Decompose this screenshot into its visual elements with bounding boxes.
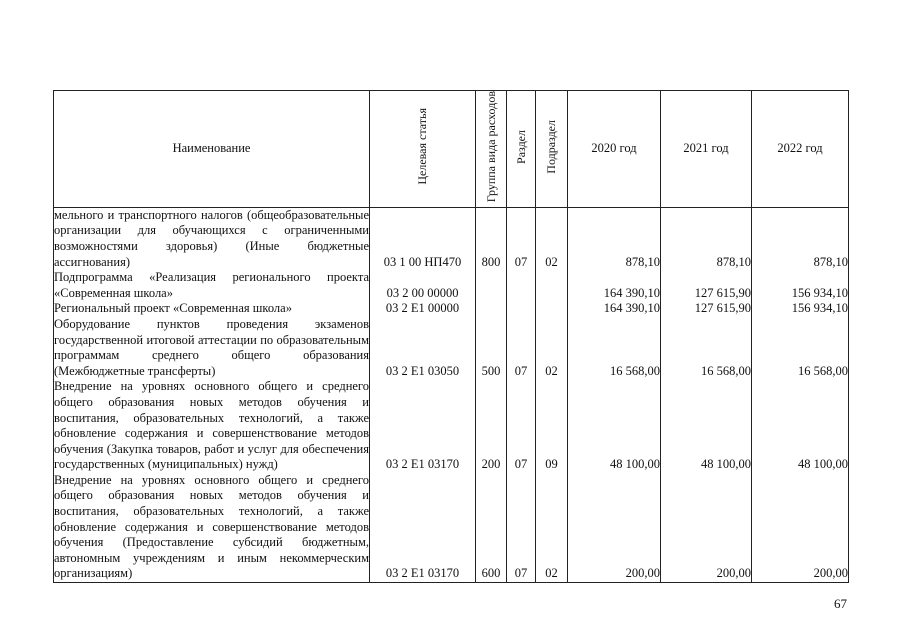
row-target-article: 03 1 00 НП470 xyxy=(370,207,476,270)
row-value-2021: 127 615,90 xyxy=(661,270,752,301)
row-value-2022: 200,00 xyxy=(752,473,849,583)
budget-table xyxy=(53,90,849,583)
row-value-2020: 164 390,10 xyxy=(568,301,661,317)
row-section: 07 xyxy=(507,317,536,379)
header-2021: 2021 год xyxy=(661,91,752,208)
row-name: мельного и транспортного налогов (общеобразовательные организации для обучающихся с ограниченными возможностями здоровья) (Иные бюджетные ассигнования) xyxy=(54,207,369,269)
row-section xyxy=(507,270,536,301)
page-number: 67 xyxy=(834,596,847,611)
row-expense-group xyxy=(476,270,507,301)
row-expense-group: 800 xyxy=(476,207,507,270)
row-value-2020: 16 568,00 xyxy=(568,317,661,379)
row-value-2020: 48 100,00 xyxy=(568,379,661,473)
table-row xyxy=(54,270,849,301)
row-expense-group: 600 xyxy=(476,473,507,583)
row-target-article: 03 2 E1 03170 xyxy=(370,473,476,583)
row-value-2020: 164 390,10 xyxy=(568,270,661,301)
row-subsection: 02 xyxy=(536,317,568,379)
row-target-article: 03 2 E1 03050 xyxy=(370,317,476,379)
header-section: Раздел xyxy=(507,91,536,208)
row-name: Региональный проект «Современная школа» xyxy=(54,301,370,317)
row-section xyxy=(507,301,536,317)
header-2022: 2022 год xyxy=(752,91,849,208)
header-2020: 2020 год xyxy=(568,91,661,208)
row-target-article: 03 2 E1 03170 xyxy=(370,379,476,473)
row-value-2020: 200,00 xyxy=(568,473,661,583)
row-value-2020: 878,10 xyxy=(568,207,661,270)
row-value-2022: 48 100,00 xyxy=(752,379,849,473)
row-subsection: 09 xyxy=(536,379,568,473)
header-name: Наименование xyxy=(54,91,370,208)
row-name: Внедрение на уровнях основного общего и среднего общего образования новых методов обучения и воспитания, образовательных технологий, а также обновление содержания и совершенствование методов обучения (Закупка товаров, работ и услуг для обеспечения государственных (муниципальных) нужд) xyxy=(54,379,369,472)
table-row xyxy=(54,317,849,379)
row-expense-group: 200 xyxy=(476,379,507,473)
row-expense-group: 500 xyxy=(476,317,507,379)
row-target-article: 03 2 E1 00000 xyxy=(370,301,476,317)
row-subsection: 02 xyxy=(536,473,568,583)
row-name: Внедрение на уровнях основного общего и среднего общего образования новых методов обучения и воспитания, образовательных технологий, а также обновление содержания и совершенствование методов обучения (Предоставление субсидий бюджетным, автономным учреждениям и иным некоммерческим организациям) xyxy=(54,473,370,583)
table-row xyxy=(54,473,849,583)
row-value-2021: 48 100,00 xyxy=(661,379,752,473)
row-name: Оборудование пунктов проведения экзаменов государственной итоговой аттестации по образовательным программам среднего общего образования (Межбюджетные трансферты) xyxy=(54,316,369,378)
row-value-2021: 16 568,00 xyxy=(661,317,752,379)
header-target-article: Целевая статья xyxy=(370,91,476,208)
row-subsection: 02 xyxy=(536,207,568,270)
table-row xyxy=(54,379,849,473)
row-value-2021: 878,10 xyxy=(661,207,752,270)
table-header-row xyxy=(54,91,849,208)
row-section: 07 xyxy=(507,379,536,473)
row-section: 07 xyxy=(507,473,536,583)
row-value-2021: 200,00 xyxy=(661,473,752,583)
row-expense-group xyxy=(476,301,507,317)
row-subsection xyxy=(536,270,568,301)
header-subsection: Подраздел xyxy=(536,91,568,208)
row-name: Подпрограмма «Реализация регионального проекта «Современная школа» xyxy=(54,270,369,300)
row-value-2022: 878,10 xyxy=(752,207,849,270)
header-expense-group: Группа вида расходов xyxy=(476,91,507,208)
row-section: 07 xyxy=(507,207,536,270)
row-value-2022: 156 934,10 xyxy=(752,270,849,301)
row-target-article: 03 2 00 00000 xyxy=(370,270,476,301)
row-value-2021: 127 615,90 xyxy=(661,301,752,317)
row-subsection xyxy=(536,301,568,317)
row-value-2022: 156 934,10 xyxy=(752,301,849,317)
row-value-2022: 16 568,00 xyxy=(752,317,849,379)
table-row xyxy=(54,301,849,317)
table-row xyxy=(54,207,849,270)
